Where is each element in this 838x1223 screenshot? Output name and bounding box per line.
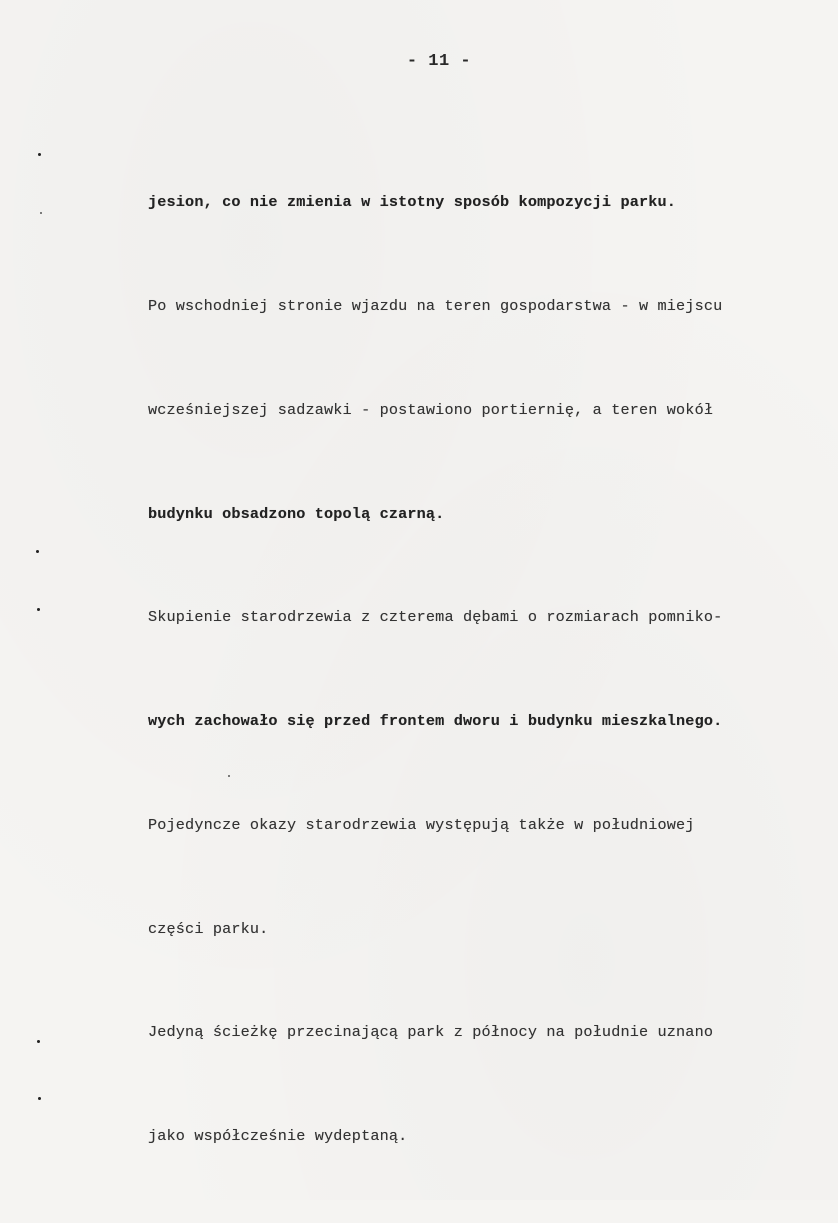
scan-speck — [38, 153, 41, 156]
body-line-8: części parku. — [148, 919, 269, 938]
scan-speck — [40, 212, 42, 214]
body-line-5: Skupienie starodrzewia z czterema dębami o rozmiarach pomniko- — [148, 608, 723, 627]
body-line-2: Po wschodniej stronie wjazdu na teren gospodarstwa - w miejscu — [148, 296, 723, 315]
body-text — [148, 116, 818, 1223]
body-line-4: budynku obsadzono topolą czarną. — [148, 504, 445, 523]
body-line-3: wcześniejszej sadzawki - postawiono portiernię, a teren wokół — [148, 400, 714, 419]
page-number: - 11 - — [406, 52, 472, 71]
scan-speck — [228, 775, 230, 777]
scan-speck — [38, 1097, 41, 1100]
body-line-1: jesion, co nie zmienia w istotny sposób kompozycji parku. — [148, 193, 677, 212]
body-line-10: jako współcześnie wydeptaną. — [148, 1127, 408, 1146]
scan-speck — [37, 1040, 40, 1043]
body-line-6: wych zachowało się przed frontem dworu i budynku mieszkalnego. — [148, 712, 723, 731]
scan-speck — [36, 550, 39, 553]
body-line-9: Jedyną ścieżkę przecinającą park z północy na południe uznano — [148, 1023, 714, 1042]
scan-speck — [37, 608, 40, 611]
body-line-7: Pojedyncze okazy starodrzewia występują także w południowej — [148, 815, 695, 834]
